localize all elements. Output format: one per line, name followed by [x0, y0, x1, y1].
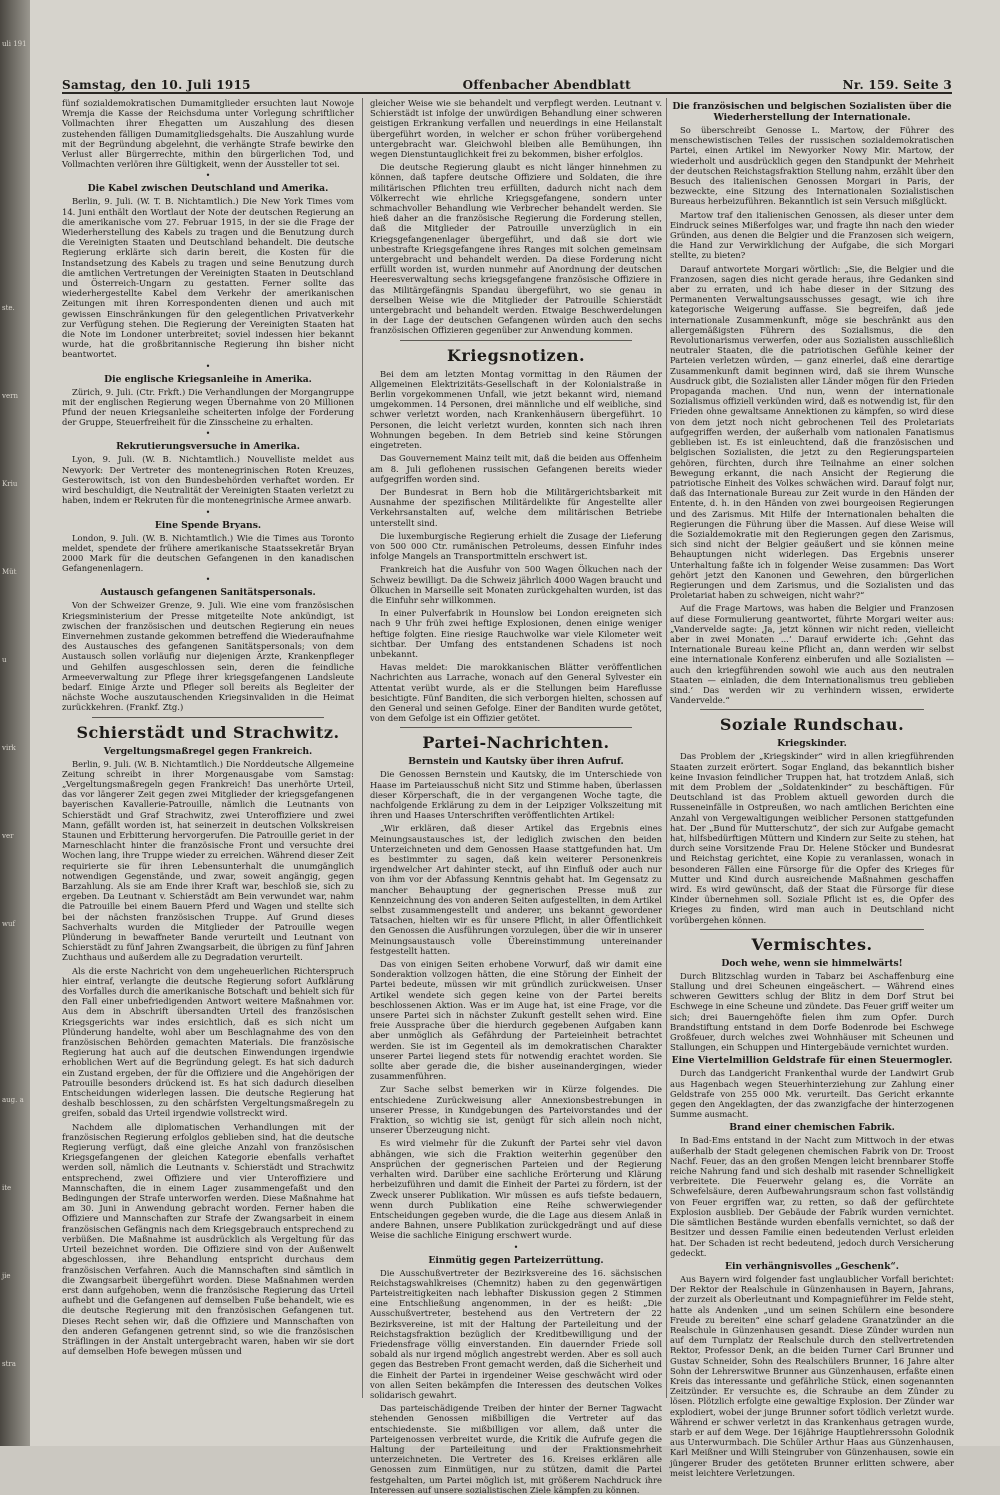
article-text: Lyon, 9. Juli. (W. B. Nichtamtlich.) Nouvelliste meldet aus Newyork: Der Vertreter des montenegrinischen Roten Kreuzes, Gesterowitsch, ist von den Bundesbehörden verhaftet worden. Er wird beschuldigt, die Neutralität der Vereinigten Staaten verletzt zu haben, indem er Rekruten für die montenegrinische Armee anwarb. — [62, 454, 354, 506]
binding-edge — [0, 0, 30, 1446]
divider — [400, 340, 632, 341]
article-text: Bei dem am letzten Montag vormittag in den Räumen der Allgemeinen Elektrizitäts-Gesellschaft in der Kolonialstraße in Berlin vorgekommenen Unfall, wie jetzt bekannt wird, niemand umgekommen. 14 Personen, drei männliche und elf weibliche, sind schwer verletzt worden, nach Krankenhäusern übergeführt. 10 Personen, die leicht verletzt wurden, konnten sich nach ihren Wohnungen begeben. In dem Betrieb sind keine Störungen eingetreten. — [370, 368, 662, 451]
article-text: Als die erste Nachricht von dem ungeheuerlichen Richterspruch hier eintraf, verlangte die deutsche Regierung sofort Aufklärung des Vorfalles durch die amerikanische Botschaft und behielt sich für den Fall einer unbefriedigenden Antwort weitere Maßnahmen vor. Aus dem in Abschrift übersandten Urteil des französischen Kriegsgerichts war indes ersichtlich, daß es sich nicht um Plünderung handelte, wohl aber um Beschlagnahme des von den französischen Behörden gemachten Materials. Die französische Regierung hat auch auf die deutschen Einwendungen irgendwie erhoblichen Wert auf die Begründung gelegt. Es hat sich dadurch ein Zustand ergeben, der für die Offiziere und die Angehörigen der Patrouille besonders drückend ist. Es hat sich dadurch dieselben Entscheidungen widerlegen lassen. Die deutsche Regierung hat deshalb beschlossen, zu den schärfsten Vergeltungsmaßregeln zu greifen, sobald das Urteil irgendwie vollstreckt wird. — [62, 965, 354, 1119]
section-heading: Partei-Nachrichten. — [422, 733, 610, 753]
binding-fragment: uli 191 — [2, 40, 27, 48]
section-heading: Kriegsnotizen. — [446, 345, 586, 365]
binding-fragment: ver — [2, 832, 14, 840]
article-text: Die deutsche Regierung glaubt es nicht länger hinnehmen zu können, daß tapfere deutsche Offiziere und Soldaten, die ihre militärischen Pflichten treu erfüllten, dadurch nicht nach dem Völkerrecht wie ehrliche Kriegsgefangene, sondern unter schmachvoller Behandlung wie Verbrecher behandelt werden. Sie hieß daher an die französische Regierung die Forderung stellen, daß die Mitglieder der Patrouille unverzüglich in ein Kriegsgefangenenlager übergeführt, und daß sie dort wie unbestrafte Kriegsgefangene ihres Ranges mit solchen gemeinsam untergebracht und behandelt werden. Da diese Forderung nicht erfüllt worden ist, wurden nunmehr auf Anordnung der deutschen Heeresverwaltung sechs kriegsgefangene französische Offiziere in das Militärgefängnis Spandau übergeführt, wo sie genau in derselben Weise wie die Mitglieder der Patrouille Schierstädt untergebracht und behandelt werden. Etwaige Beschwerdelungen in der Lage der deutschen Gefangenen würden auch den sechs französischen Offizieren gegenüber zur Anwendung kommen. — [370, 162, 662, 336]
binding-fragment: stra — [2, 1360, 16, 1368]
column-rule — [362, 98, 363, 1398]
article-heading: Die englische Kriegsanleihe in Amerika. — [104, 373, 312, 385]
article-text: Havas meldet: Die marokkanischen Blätter veröffentlichen Nachrichten aus Larrache, wonach auf den General Sylvester ein Attentat verübt wurde, als er die Stellungen beim Hareflusse besichtigte. Fünf Banditen, die sich verborgen hielten, schossen auf den General und seinen Gefolge. Einer der Banditen wurde getötet, von dem Gefolge ist ein Offizier getötet. — [370, 662, 662, 724]
article-text: „Wir erklären, daß dieser Artikel das Ergebnis eines Meinungsaustausches ist, der lediglich zwischen den beiden Unterzeichneten und dem Genossen Haase stattgefunden hat. Um es bestimmter zu sagen, daß kein weiterer Personenkreis irgendwelcher Art dahinter steckt, auf ihn Einfluß oder auch nur von ihm vor der Abfassung Kenntnis gehabt hat. Im Gegensatz zu mancher Behauptung der gegnerischen Presse muß zur Kennzeichnung des von anderen Seiten aufgestellten, in dem Artikel selbst zusammengestellt und anderer, uns bekannt gewordener Tatsachen, hielten wir es für unsere Pflicht, in aller Öffentlichkeit den Genossen die Ausführungen vorzulegen, über die wir in unserer Meinungsaustausch volle Übereinstimmung untereinander festgestellt hatten. — [370, 823, 662, 956]
column-rule — [666, 98, 667, 1398]
binding-fragment: jie — [2, 1272, 11, 1280]
separator-star: • — [205, 429, 211, 439]
article-text: Die luxemburgische Regierung erhielt die Zusage der Lieferung von 500 000 Ctr. rumänischen Petroleums, dessen Einfuhr indes infolge Mangels an Transportmitteln erschwert ist. — [370, 530, 662, 562]
article-text: Darauf antwortete Morgari wörtlich: „Sie, die Belgier und die Franzosen, sagen dies nicht gerade heraus, ihre Gedanken sind aber zu erraten, und ich habe dieser in der Sitzung des Permanenten Verwaltungsausschusses gesagt, wie ich ihre kategorische Weigerung auffasse. Sie begreifen, daß jede internationale Zusammenkunft, möge sie beschränkt aus den allergemäßigsten Führern des Sozialismus, die den Revolutionarismus verwerfen, oder aus Sozialisten ausschließlich neutraler Staaten, die die patriotischen Gefühle keiner der Parteien verletzen würden, — ganz einerlei, daß eine derartige Zusammenkunft damit beginnen wird, daß sie ihrem Wunsche Ausdruck gibt, die Sozialisten aller Länder mögen für den Frieden Propaganda machen. Und nun, wenn der internationale Sozialismus offiziell verkünden wird, daß es notwendig ist, für den Frieden ohne gewaltsame Annektionen zu kämpfen, so wird diese von dem jetzt noch nicht gebrochenen Teil des Proletariats aufgegriffen werden, der außerhalb vom nationalen Fanatismus geblieben ist. Es ist einleuchtend, daß die französischen und belgischen Sozialisten, die jetzt zu den Regierungsparteien gehören, fürchten, durch ihre Teilnahme an einer solchen Bewegung erkannt, die nach Ansicht der Regierung die patriotische Einheit des Volkes schwächen wird. Darauf folgt nur, daß das Internationale Bureau zur Zeit wurde in den Händen der Entente, d. h. in den Händen von zwei bourgeoisen Regierungen und des Zarismus. Mit Hilfe der Internationalen behalten die Regierungen die Führung über die Massen. Auf diese Weise will die Sozialdemokratie mit den Regierungen gegen den Zarismus, sich sind nicht der Belgier geäußert und sie können meine Behauptungen nicht widerlegen. Das Ergebnis unserer Unterhaltung faßte ich in folgender Weise zusammen: Das Wort gehört jetzt den Kanonen und Gewehren, den bürgerlichen Regierungen und dem Zarismus, und die Sozialisten und das Proletariat haben zu schweigen, nicht wahr?“ — [670, 263, 954, 601]
article-subheading: Bernstein und Kautsky über ihren Aufruf. — [408, 756, 624, 768]
article-text: Die Ausschußvertreter der Bezirksvereine des 16. sächsischen Reichstagswahlkreises (Chemnitz) haben zu den gegenwärtigen Parteistreitigkeiten nach lebhafter Diskussion gegen 2 Stimmen eine Entschließung angenommen, in der es heißt: „Die Ausschußvertreter, bestehend aus den Vertretern der 22 Bezirksvereine, ist mit der Haltung der Parteileitung und der Reichstagsfraktion bezüglich der Kreditbewilligung und der Friedensfrage völlig einverstanden. Ein dauernder Friede soll sobald als nur irgend möglich angestrebt werden. Aber es soll auch gegen das Bestreben Front gemacht werden, daß die Sicherheit und die Einheit der Partei in irgendeiner Weise geschwächt wird oder von allen Seiten bekämpfen die Interessen des deutschen Volkes solidarisch gewahrt. — [370, 1267, 662, 1400]
article-text: Durch das Landgericht Frankenthal wurde der Landwirt Grub aus Hagenbach wegen Steuerhinterziehung zur Zahlung einer Geldstrafe von 255 000 Mk. verurteilt. Das Gericht erkannte gegen den Angeklagten, der das zwanzigfache der hinterzogenen Summe ausmacht. — [670, 1068, 954, 1120]
article-text: Von der Schweizer Grenze, 9. Juli. Wie eine vom französischen Kriegsministerium der Presse mitgeteilte Note ankündigt, ist zwischen der französischen und deutschen Regierung ein neues Einvernehmen zustande gekommen betreffend die Wiederaufnahme des Austausches des gefangenen Sanitätspersonals; von dem Austausch sollen vorläufig nur diejenigen Ärzte, Krankenpfleger und Gehilfen ausgeschlossen sein, deren die feindliche Armeeverwaltung zur Pflege ihrer kriegsgefangenen Landsleute bedarf. Einige Ärzte und Pfleger soll bereits als Begleiter der nächste Woche auszutauschenden Kriegsinvaliden in die Heimat zurückkehren. (Frankf. Ztg.) — [62, 600, 354, 713]
article-text: Es wird vielmehr für die Zukunft der Partei sehr viel davon abhängen, wie sich die Fraktion weiterhin gegenüber den Ansprüchen der gegnerischen Parteien und der Regierung verhalten wird. Darüber eine sachliche Erörterung und Klärung herbeizuführen und damit die Einheit der Partei zu fördern, ist der Zweck unserer Publikation. Wir müssen es aufs tiefste bedauern, wenn durch Publikation eine Reihe schwerwiegender Entscheidungen gegeben wurde, die die Lage aus diesem Anlaß in andere Bahnen, unsere Publikation zurückgedrängt und auf diese Weise die sachliche Einigung erschwert wurde. — [370, 1138, 662, 1241]
article-text: Aus Bayern wird folgender fast unglaublicher Vorfall berichtet: Der Rektor der Realschule in Günzenhausen in Bayern, Jahrans, der zurzeit als Oberleutnant und Kompagnieführer im Felde steht, hatte als Andenken „und um seinen Schülern eine besondere Freude zu bereiten“ eine scharf geladene Granatzünder an die Realschule in Günzenhausen gesandt. Diese Zünder wurden nun auf dem Turnplatz der Realschule durch den stellvertretenden Rektor, Professor Denk, an die beiden Turner Carl Brunner und Gustav Schneider, Sohn des Realschülers Brunner, 16 Jahre alter Sohn der Lehrerswitwe Brunner aus Günzenhausen, erfaßte einen Kreis das interessante und gefährliche Stück, einen sogenannten Zeitzünder. Er versuchte es, die Schraube an dem Zünder zu lösen. Plötzlich erfolgte eine gewaltige Explosion. Der Zünder war explodiert, wobei der junge Brunner sofort tödlich verletzt wurde. Während er schwer verletzt in das Krankenhaus getragen wurde, starb er auf dem Wege. Der 16jährige Hauptlehrerssohn Golodnik aus Unterwurmbach. Die Schüler Arthur Haas aus Günzenhausen, Karl Meißner und Willi Steingruber von Günzenhausen, sowie ein jüngerer Bruder des getöteten Brunner erlitten schwere, aber meist leichtere Verletzungen. — [670, 1273, 954, 1478]
divider — [700, 709, 924, 710]
binding-fragment: aug. a — [2, 1096, 24, 1104]
article-text: Der Bundesrat in Bern hob die Militärgerichtsbarkeit mit Ausnahme der spezifischen Militärdelikte für Angestellte aller Verkehrsanstalten auf, welche dem militärischen Betriebe unterstellt sind. — [370, 486, 662, 528]
divider — [92, 717, 324, 718]
binding-fragment: Müt — [2, 568, 17, 576]
section-heading: Vermischtes. — [751, 934, 873, 954]
separator-star: • — [205, 361, 211, 371]
article-text: Durch Blitzschlag wurden in Tabarz bei Aschaffenburg eine Stallung und drei Scheunen eingeäschert. — Während eines schweren Gewitters schlug der Blitz in dem Dorf Strut bei Eschwege in eine Scheune und zündete. Das Feuer griff weiter um sich; drei Bauerngehöfte fielen ihm zum Opfer. Durch Brandstiftung entstand in dem Dorfe Bodenrode bei Eschwege Großfeuer, durch welches zwei Wohnhäuser mit Scheunen und Stallungen, ein Schuppen und Hintergebäude vernichtet wurden. — [670, 970, 954, 1053]
article-subheading: Einmütig gegen Parteizerrüttung. — [428, 1254, 604, 1266]
column-3 — [670, 98, 954, 1478]
article-subheading: Kriegskinder. — [777, 738, 847, 750]
article-subheading: Doch wehe, wenn sie himmelwärts! — [721, 957, 903, 969]
section-heading: Soziale Rundschau. — [719, 715, 905, 735]
article-text: In Bad-Ems entstand in der Nacht zum Mittwoch in der etwas außerhalb der Stadt gelegenen chemischen Fabrik von Dr. Troost Nachf. Feuer, das an den großen Mengen leicht brennbarer Stoffe reiche Nahrung fand und sich deshalb mit rasender Schnelligkeit verbreitete. Die Feuerwehr gelang es, die Vorräte an Schwefelsäure, deren Aufbewahrungsraum schon fast vollständig von Feuer ergriffen war, zu retten, so daß der gefürchtete Explosion ausblieb. Der Gebäude der Fabrik wurden vernichtet. Die sämtlichen Bestände wurden ebenfalls vernichtet, so daß der Besitzer und dessen Familie einen bedeutenden Verlust erleiden hat. Der Schaden ist recht bedeutend, jedoch durch Versicherung gedeckt. — [670, 1135, 954, 1258]
binding-fragment: ite — [2, 1184, 12, 1192]
article-text: gleicher Weise wie sie behandelt und verpflegt werden. Leutnant v. Schierstädt ist infolge der unwürdigen Behandlung einer schweren geistigen Erkrankung verfallen und neuerdings in eine Heilanstalt übergeführt worden, in welcher er schon früher vorübergehend untergebracht war. Gleichwohl bleiben alle Bemühungen, ihn wegen Dienstuntauglichkeit frei zu bekommen, bisher erfolglos. — [370, 98, 662, 160]
column-1 — [62, 98, 354, 1408]
article-text: Zur Sache selbst bemerken wir in Kürze folgendes. Die entschiedene Zurückweisung aller Annexionsbestrebungen in unserer Presse, in Kundgebungen des Parteivorstandes und der Fraktion, so wichtig sie ist, genügt für sich allein noch nicht, unserer Überzeugung nicht. — [370, 1084, 662, 1136]
page-number: Nr. 159. Seite 3 — [842, 78, 952, 92]
article-text: London, 9. Juli. (W. B. Nichtamtlich.) Wie die Times aus Toronto meldet, spendete der frühere amerikanische Staatssekretär Bryan 2000 Mark für die deutschen Gefangenen in den kanadischen Gefangenenlagern. — [62, 532, 354, 574]
binding-fragment: u — [2, 656, 7, 664]
article-text: fünf sozialdemokratischen Dumamitglieder ersuchten laut Nowoje Wremja die Kasse der Reichsduma unter Vorlegung schriftlicher Vollmachten ihrer Ehegatten um Auszahlung des diesen zustehenden fälligen Dumamitgliedsgehalts. Die Auszahlung wurde mit der Begründung abgelehnt, die verhängte Strafe bewirke den Verlust aller Bürgerrechte, mithin den bürgerlichen Tod, und Vollmachten verlören ihre Gültigkeit, wenn der Aussteller tot sei. — [62, 98, 354, 170]
article-text: In einer Pulverfabrik in Hounslow bei London ereigneten sich nach 9 Uhr früh zwei heftige Explosionen, denen einige weniger heftige folgten. Eine riesige Rauchwolke war viele Kilometer weit sichtbar. Der Umfang des entstandenen Schadens ist noch unbekannt. — [370, 608, 662, 659]
article-text: Zürich, 9. Juli. (Ctr. Frkft.) Die Verhandlungen der Morgangruppe mit der englischen Regierung wegen Übernahme von 20 Millionen Pfund der neuen Kriegsanleihe scheiterten infolge der Forderung der Gruppe, Steuerfreiheit für die Zinsscheine zu erhalten. — [62, 386, 354, 428]
separator-star: • — [513, 1242, 519, 1252]
article-text: Das Problem der „Kriegskinder“ wird in allen kriegführenden Staaten zurzeit erörtert. Sogar England, das bekanntlich bisher keine Invasion feindlicher Truppen hat, hat trotzdem Anlaß, sich mit dem Problem der „Soldatenkinder“ zu beschäftigen. Für Deutschland ist das Problem aktuell geworden durch die Russeneinfälle in Ostpreußen, wo nach amtlichen Berichten eine Anzahl von Vergewaltigungen weiblicher Personen stattgefunden hat. Der „Bund für Mutterschutz“, der sich zur Aufgabe gemacht hat, hilfsbedürftigen Müttern und Kindern zur Seite zu stehen, hat durch seine Vorsitzende Frau Dr. Helene Stöcker und Bundesrat und Reichstag gerichtet, eine Kopie zu veranlassen, wonach in besonderen Fällen eine Fürsorge für die Opfer des Krieges für Mutter und Kind durch ausreichende Maßnahmen geschaffen wird. Es wird gewünscht, daß der Staat die Fürsorge für diese Kinder übernehmen soll. Soziale Pflicht ist es, die Opfer des Krieges zu finden, wird man auch in Deutschland nicht vorübergehen können. — [670, 751, 954, 925]
issue-date: Samstag, den 10. Juli 1915 — [62, 78, 251, 92]
article-text: Das Gouvernement Mainz teilt mit, daß die beiden aus Offenheim am 8. Juli geflohenen russischen Gefangenen bereits wieder aufgegriffen worden sind. — [370, 453, 662, 484]
divider — [400, 727, 632, 728]
article-text: Das parteischädigende Treiben der hinter der Berner Tagwacht stehenden Genossen mißbilligen die Vertreter auf das entschiedenste. Sie mißbilligen vor allem, daß unter die Parteigenossen verbreitet wurde, die Kritik die Aufrufe gegen die Haltung der Parteileitung und der Fraktionsmehrheit unterzeichneten. Die Vertreter des 16. Kreises erklären alle Genossen zum Einmütigen, nur zu stützen, damit die Partei festgehalten, um Partei möglich ist, mit größerem Nachdruck ihre Interessen auf unsere sozialistischen Ziele kämpfen zu können. — [370, 1403, 662, 1495]
article-heading: Rekrutierungsversuche in Amerika. — [116, 441, 300, 453]
separator-star: • — [205, 507, 211, 517]
article-subheading: Eine Viertelmillion Geldstrafe für einen Steuermogler. — [671, 1055, 953, 1067]
article-heading: Die Kabel zwischen Deutschland und Amerika. — [87, 183, 329, 195]
article-subheading: Brand einer chemischen Fabrik. — [729, 1122, 895, 1134]
article-text: So überschreibt Genosse L. Martow, der Führer des menschewistischen Teiles der russischen sozialdemokratischen Partei, einen Artikel im Newyorker Nowy Mir. Martow, der wiederholt und ausdrücklich gegen den Standpunkt der Mehrheit der deutschen Reichstagsfraktion Stellung nahm, erzählt über den Besuch des italienischen Genossen Morgari in Paris, der bezweckte, eine Sitzung des Internationalen Sozialistischen Bureaus herbeizuführen. Bekanntlich ist sein Versuch mißglückt. — [670, 125, 954, 207]
article-heading: Eine Spende Bryans. — [154, 519, 262, 531]
article-text: Das von einigen Seiten erhobene Vorwurf, daß wir damit eine Sonderaktion vollzogen hätten, die eine Störung der Einheit der Partei bedeute, müssen wir mit gründlich zurückweisen. Unser Artikel wendete sich gegen keine von der Partei bereits beschlossenen Aktion. Was er im Auge hat, ist eine Frage, vor die unsere Partei sich in nächster Zukunft gestellt sehen wird. Eine freie Aussprache über die hierdurch gegebenen Aufgaben kann aber unmöglich als Gefährdung der Parteieinheit betrachtet werden. Sie ist im Gegenteil als im demokratischen Charakter unserer Partei liegend stets für notwendig erachtet worden. Sie sollte aber gerade die, die bisher auseinandergingen, wieder zusammenführen. — [370, 959, 662, 1082]
article-text: Frankreich hat die Ausfuhr von 500 Wagen Ölkuchen nach der Schweiz bewilligt. Da die Schweiz jährlich 4000 Wagen braucht und Ölkuchen in Marseille seit Monaten zurückgehalten wurden, ist das die Einfuhr sehr willkommen. — [370, 564, 662, 605]
article-subheading: Ein verhängnisvolles „Geschenk“. — [725, 1260, 899, 1272]
separator-star: • — [205, 171, 211, 181]
divider — [700, 929, 924, 930]
masthead — [62, 72, 952, 94]
article-text: Die Genossen Bernstein und Kautsky, die im Unterschiede von Haase im Parteiausschuß nicht Sitz und Stimme haben, überlassen dieser Körperschaft, die in der vergangenen Woche tagte, die nachfolgende Erklärung zu dem in der Leipziger Volkszeitung mit ihren und Haases Unterschriften veröffentlichten Artikel: — [370, 769, 662, 821]
article-subheading: Vergeltungsmaßregel gegen Frankreich. — [103, 745, 313, 757]
article-heading: Austausch gefangenen Sanitätspersonals. — [100, 587, 316, 599]
binding-fragment: vern — [2, 392, 18, 400]
binding-fragment: Kriu — [2, 480, 18, 488]
article-text: Auf die Frage Martows, was haben die Belgier und Franzosen auf diese Formulierung geantwortet, führte Morgari weiter aus: „Vandervelde sagte: ‚Ja, jetzt können wir nicht reden, vielleicht aber in zwei Monaten ...‘ Darauf erwiderte ich: ‚Gehnt das Internationale Bureau keine Pflicht an, dann werden wir selbst eine internationale Konferenz einberufen und alle Sozialisten — auch den kriegführenden sowohl wie auch aus den neutralen Staaten — einladen, die dem Internationalismus treu geblieben sind.‘ Das werden wir zu verhindern wissen, erwiderte Vandervelde.“ — [670, 603, 954, 706]
column-2 — [370, 98, 662, 1495]
separator-star: • — [205, 575, 211, 585]
article-text: Martow traf den italienischen Genossen, als dieser unter dem Eindruck seines Mißerfolges war, und fragte ihn nach den wieder Gründen, aus denen die Belgier und die Franzosen sich weigern, die Hand zur Verwirklichung der Aufgabe, die sich Morgari stellte, zu bieten? — [670, 209, 954, 261]
article-heading: Die französischen und belgischen Sozialisten über die Wiederherstellung der Internationale. — [672, 101, 952, 123]
newspaper-title: Offenbacher Abendblatt — [462, 78, 631, 92]
binding-fragment: wuf — [2, 920, 16, 928]
article-text: Nachdem alle diplomatischen Verhandlungen mit der französischen Regierung erfolglos geblieben sind, hat die deutsche Regierung verfügt, daß eine gleiche Anzahl von französischen Kriegsgefangenen der gleichen Kategorie ebenfalls verhaftet werden soll, nämlich die Leutnants v. Schierstädt und Strachwitz entsprechend, zwei Offiziere und vier Unteroffiziere und Mannschaften, die in einem Lager zusammengefaßt und den Bedingungen der Strafe unterworfen werden. Diese Maßnahme hat am 30. Juni in Anwendung gebracht worden. Ferner haben die Offiziere und Mannschaften zur Strafe der Zwangsarbeit in einem französischen Gefängnis nach dem Kriegsgebrauch entsprechend zu verbüßen. Die Maßnahme ist ausdrücklich als Vergeltung für das Urteil bezeichnet worden. Die Offiziere sind von der Außenwelt abgeschlossen, ihre Behandlung entspricht durchaus dem französischen Verfahren. Auch die Mannschaften sind sämtlich in die Zwangsarbeit übergeführt worden. Diese Maßnahmen werden erst dann aufgehoben, wenn die französische Regierung das Urteil aufhebt und die Gefangenen auf demselben Fuße behandelt, wie es die deutsche Regierung mit den französischen Gefangenen tut. Dieses Recht sehen wir, daß die Offiziere und Mannschaften von den anderen Gefangenen getrennt sind, so wie die französischen Sträflingen in der Anstalt untergebracht waren, haben wir sie dort auf demselben Hofe bewegen müssen und — [62, 1121, 354, 1357]
newspaper-page — [30, 0, 1000, 1495]
article-text: Berlin, 9. Juli. (W. B. Nichtamtlich.) Die Norddeutsche Allgemeine Zeitung schreibt in ihrer Morgenausgabe vom Samstag: „Vergeltungsmaßregeln gegen Frankreich! Das unerhörte Urteil, das vor längerer Zeit gegen zwei Mitglieder der kriegsgefangenen bayerischen Kavallerie-Patrouille, nämlich die Leutnants von Schierstädt und Graf Strachwitz, zwei Unteroffiziere und zwei Mann, gefällt worden ist, hat seinerzeit in deutschen Volkskreisen Staunen und Erbitterung hervorgerufen. Die Patrouille geriet in der Marneschlacht hinter die französische Front und versuchte drei Wochen lang, ihre Truppe wieder zu erreichen. Während dieser Zeit requirierte sie für ihren Lebensunterhalt die unumgänglich notwendigen Gegenstände, und zwar, soweit angängig, gegen Barzahlung. Als sie am Ende ihrer Kraft war, beschloß sie, sich zu ergeben. Da Leutnant v. Schierstädt am Bein verwundet war, nahm die Patrouille bei einem Bauern Pferd und Wagen und stellte sich bei der nächsten französischen Truppe. Auf Grund dieses Sachverhalts wurden die Mitglieder der Patrouille wegen Plünderung in bewaffneter Bande verurteilt und Leutnant von Schierstädt zu fünf Jahren Zwangsarbeit, die übrigen zu fünf Jahren Zuchthaus und außerdem alle zu Degradation verurteilt. — [62, 758, 354, 963]
section-heading: Schierstädt und Strachwitz. — [76, 722, 340, 742]
article-text: Berlin, 9. Juli. (W. T. B. Nichtamtlich.) Die New York Times vom 14. Juni enthält den Wortlaut der Note der deutschen Regierung an die amerikanische vom 27. Februar 1915, in der sie die Frage der Wiederherstellung des Kabels zu tragen und die Benutzung durch die Vereinigten Staaten und Deutschland behandelt. Die deutsche Regierung erklärte sich darin bereit, die Kosten für die Instandsetzung des Kabels zu tragen und seine Benutzung durch die amtlichen Vertretungen der Vereinigten Staaten in Deutschland und Österreich-Ungarn zu gestatten. Ferner sollte das wiederhergestellte Kabel dem Verkehr der amerikanischen Zeitungen mit ihren Korrespondenten dienen und auch mit gewissen Einschränkungen für den gelegentlichen Privatverkehr zur Verfügung stehen. Die Regierung der Vereinigten Staaten hat die Note im Londoner unterbreitet; soviel indessen hier bekannt wurde, hat die großbritannische Regierung ihn bisher nicht beantwortet. — [62, 196, 354, 360]
binding-fragment: ste. — [2, 304, 15, 312]
binding-fragment: virk — [2, 744, 16, 752]
